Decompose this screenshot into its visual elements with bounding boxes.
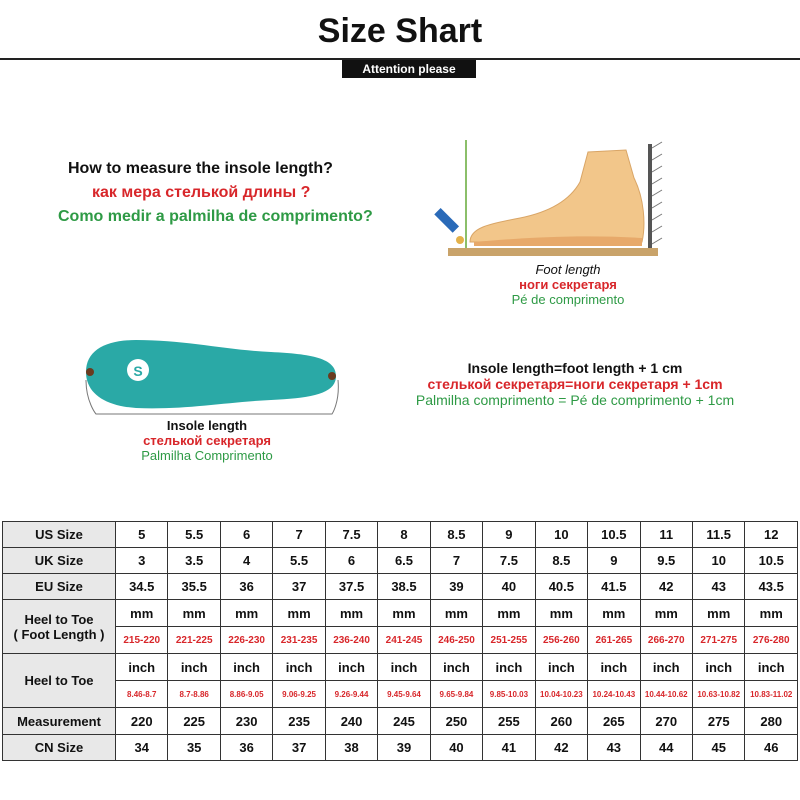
svg-text:S: S [133, 363, 143, 379]
table-cell: 255 [483, 708, 535, 735]
table-cell: 7 [430, 548, 482, 574]
table-cell: 41.5 [588, 574, 640, 600]
table-cell: 38 [325, 735, 377, 761]
table-row [3, 708, 798, 735]
table-cell-range: 9.65-9.84 [430, 681, 482, 708]
table-row [3, 735, 798, 761]
table-cell: 37.5 [325, 574, 377, 600]
table-cell: 35.5 [168, 574, 220, 600]
table-row [3, 574, 798, 600]
table-cell: inch [116, 654, 168, 681]
table-cell: mm [483, 600, 535, 627]
row-label: US Size [3, 522, 116, 548]
table-cell: mm [588, 600, 640, 627]
table-cell: inch [745, 654, 798, 681]
row-label: Heel to Toe ( Foot Length ) [3, 600, 116, 654]
table-cell: 11 [640, 522, 692, 548]
row-label: Measurement [3, 708, 116, 735]
table-cell-range: 9.85-10.03 [483, 681, 535, 708]
table-cell: 250 [430, 708, 482, 735]
table-cell-range: 10.04-10.23 [535, 681, 587, 708]
insole-caption-en: Insole length [166, 418, 248, 433]
table-cell: 225 [168, 708, 220, 735]
table-cell: mm [692, 600, 744, 627]
foot-caption-ru: ноги секретаря [519, 277, 617, 292]
table-cell-range: 10.83-11.02 [745, 681, 798, 708]
table-cell: 40 [483, 574, 535, 600]
table-cell: mm [116, 600, 168, 627]
length-formula [360, 360, 790, 408]
table-cell: 4 [220, 548, 272, 574]
table-cell: 40 [430, 735, 482, 761]
table-cell: inch [378, 654, 430, 681]
table-cell: 46 [745, 735, 798, 761]
question-en: How to measure the insole length? [68, 160, 333, 177]
table-cell: mm [325, 600, 377, 627]
size-table [2, 521, 798, 761]
table-cell: 36 [220, 735, 272, 761]
formula-ru: стелькой секретаря=ноги секретаря + 1cm [427, 376, 723, 392]
page-title: Size Shart [317, 12, 483, 50]
table-cell: 11.5 [692, 522, 744, 548]
foot-illustration [430, 138, 670, 262]
question-pt: Como medir a palmilha de comprimento? [58, 208, 373, 225]
table-cell-range: 8.46-8.7 [116, 681, 168, 708]
table-cell: mm [273, 600, 325, 627]
table-cell: 230 [220, 708, 272, 735]
table-cell: 3.5 [168, 548, 220, 574]
table-cell: 240 [325, 708, 377, 735]
table-cell: 35 [168, 735, 220, 761]
table-cell: 265 [588, 708, 640, 735]
table-cell-range: 246-250 [430, 627, 482, 654]
row-label-sub: ( Foot Length ) [13, 626, 105, 642]
attention-badge: Attention please [342, 60, 476, 78]
table-cell-range: 226-230 [220, 627, 272, 654]
table-cell: 41 [483, 735, 535, 761]
row-label: UK Size [3, 548, 116, 574]
table-cell: 10.5 [745, 548, 798, 574]
table-cell: 43.5 [745, 574, 798, 600]
table-cell-range: 9.06-9.25 [273, 681, 325, 708]
table-cell: inch [640, 654, 692, 681]
foot-length-caption [488, 262, 648, 307]
table-cell-range: 231-235 [273, 627, 325, 654]
insole-caption-ru: стелькой секретаря [143, 433, 271, 448]
table-row [3, 681, 798, 708]
insole-caption-pt: Palmilha Comprimento [141, 448, 273, 463]
table-cell: 7.5 [483, 548, 535, 574]
table-cell: 7.5 [325, 522, 377, 548]
table-cell-range: 221-225 [168, 627, 220, 654]
insole-length-caption [92, 418, 322, 463]
table-cell: 44 [640, 735, 692, 761]
foot-caption-en: Foot length [535, 262, 601, 277]
table-cell: 8 [378, 522, 430, 548]
table-cell: 8.5 [430, 522, 482, 548]
table-cell-range: 256-260 [535, 627, 587, 654]
table-cell: 10 [535, 522, 587, 548]
table-cell: 40.5 [535, 574, 587, 600]
table-cell: mm [745, 600, 798, 627]
formula-pt: Palmilha comprimento = Pé de comprimento + 1cm [415, 392, 735, 408]
table-cell-range: 8.7-8.86 [168, 681, 220, 708]
table-cell: 260 [535, 708, 587, 735]
table-cell: inch [220, 654, 272, 681]
table-cell-range: 271-275 [692, 627, 744, 654]
table-cell: 9 [483, 522, 535, 548]
table-cell: mm [220, 600, 272, 627]
table-cell: 37 [273, 574, 325, 600]
table-cell: 5.5 [273, 548, 325, 574]
table-cell-range: 215-220 [116, 627, 168, 654]
table-cell: mm [378, 600, 430, 627]
table-cell: 38.5 [378, 574, 430, 600]
table-cell: inch [535, 654, 587, 681]
table-row [3, 654, 798, 681]
table-cell: 36 [220, 574, 272, 600]
table-cell: 6 [325, 548, 377, 574]
table-row [3, 522, 798, 548]
table-cell: 8.5 [535, 548, 587, 574]
foot-caption-pt: Pé de comprimento [511, 292, 625, 307]
table-cell: mm [640, 600, 692, 627]
table-cell: 235 [273, 708, 325, 735]
table-cell: 5.5 [168, 522, 220, 548]
table-cell: 45 [692, 735, 744, 761]
table-cell-range: 276-280 [745, 627, 798, 654]
table-cell: mm [535, 600, 587, 627]
row-label: EU Size [3, 574, 116, 600]
table-row [3, 627, 798, 654]
table-cell: 275 [692, 708, 744, 735]
table-cell: 220 [116, 708, 168, 735]
table-cell: inch [483, 654, 535, 681]
table-cell: 245 [378, 708, 430, 735]
table-cell: inch [430, 654, 482, 681]
table-cell: 9.5 [640, 548, 692, 574]
table-cell: inch [168, 654, 220, 681]
row-label: CN Size [3, 735, 116, 761]
table-cell-range: 236-240 [325, 627, 377, 654]
table-cell: inch [692, 654, 744, 681]
table-cell: 39 [430, 574, 482, 600]
table-cell: 34.5 [116, 574, 168, 600]
question-ru: как мера стелькой длины ? [92, 184, 311, 201]
table-cell: 3 [116, 548, 168, 574]
table-cell: mm [430, 600, 482, 627]
row-label: Heel to Toe [3, 654, 116, 708]
table-row [3, 548, 798, 574]
table-cell: 270 [640, 708, 692, 735]
table-cell-range: 10.63-10.82 [692, 681, 744, 708]
formula-en: Insole length=foot length + 1 cm [467, 360, 683, 376]
table-cell-range: 9.45-9.64 [378, 681, 430, 708]
table-cell: 7 [273, 522, 325, 548]
table-cell: 6.5 [378, 548, 430, 574]
table-cell: 42 [640, 574, 692, 600]
table-cell: 10 [692, 548, 744, 574]
table-cell: 10.5 [588, 522, 640, 548]
table-cell: inch [325, 654, 377, 681]
table-cell: 280 [745, 708, 798, 735]
table-cell-range: 10.24-10.43 [588, 681, 640, 708]
table-cell: inch [273, 654, 325, 681]
table-cell-range: 9.26-9.44 [325, 681, 377, 708]
table-cell-range: 251-255 [483, 627, 535, 654]
table-cell: 12 [745, 522, 798, 548]
table-cell: 6 [220, 522, 272, 548]
table-cell: 43 [588, 735, 640, 761]
table-row [3, 600, 798, 627]
table-cell: 43 [692, 574, 744, 600]
table-cell: mm [168, 600, 220, 627]
insole-illustration [76, 332, 346, 422]
table-cell: 5 [116, 522, 168, 548]
table-cell: 37 [273, 735, 325, 761]
table-cell-range: 241-245 [378, 627, 430, 654]
table-cell-range: 261-265 [588, 627, 640, 654]
table-cell-range: 266-270 [640, 627, 692, 654]
table-cell-range: 10.44-10.62 [640, 681, 692, 708]
table-cell: 39 [378, 735, 430, 761]
table-cell-range: 8.86-9.05 [220, 681, 272, 708]
table-cell: 9 [588, 548, 640, 574]
table-cell: 34 [116, 735, 168, 761]
table-cell: 42 [535, 735, 587, 761]
table-cell: inch [588, 654, 640, 681]
